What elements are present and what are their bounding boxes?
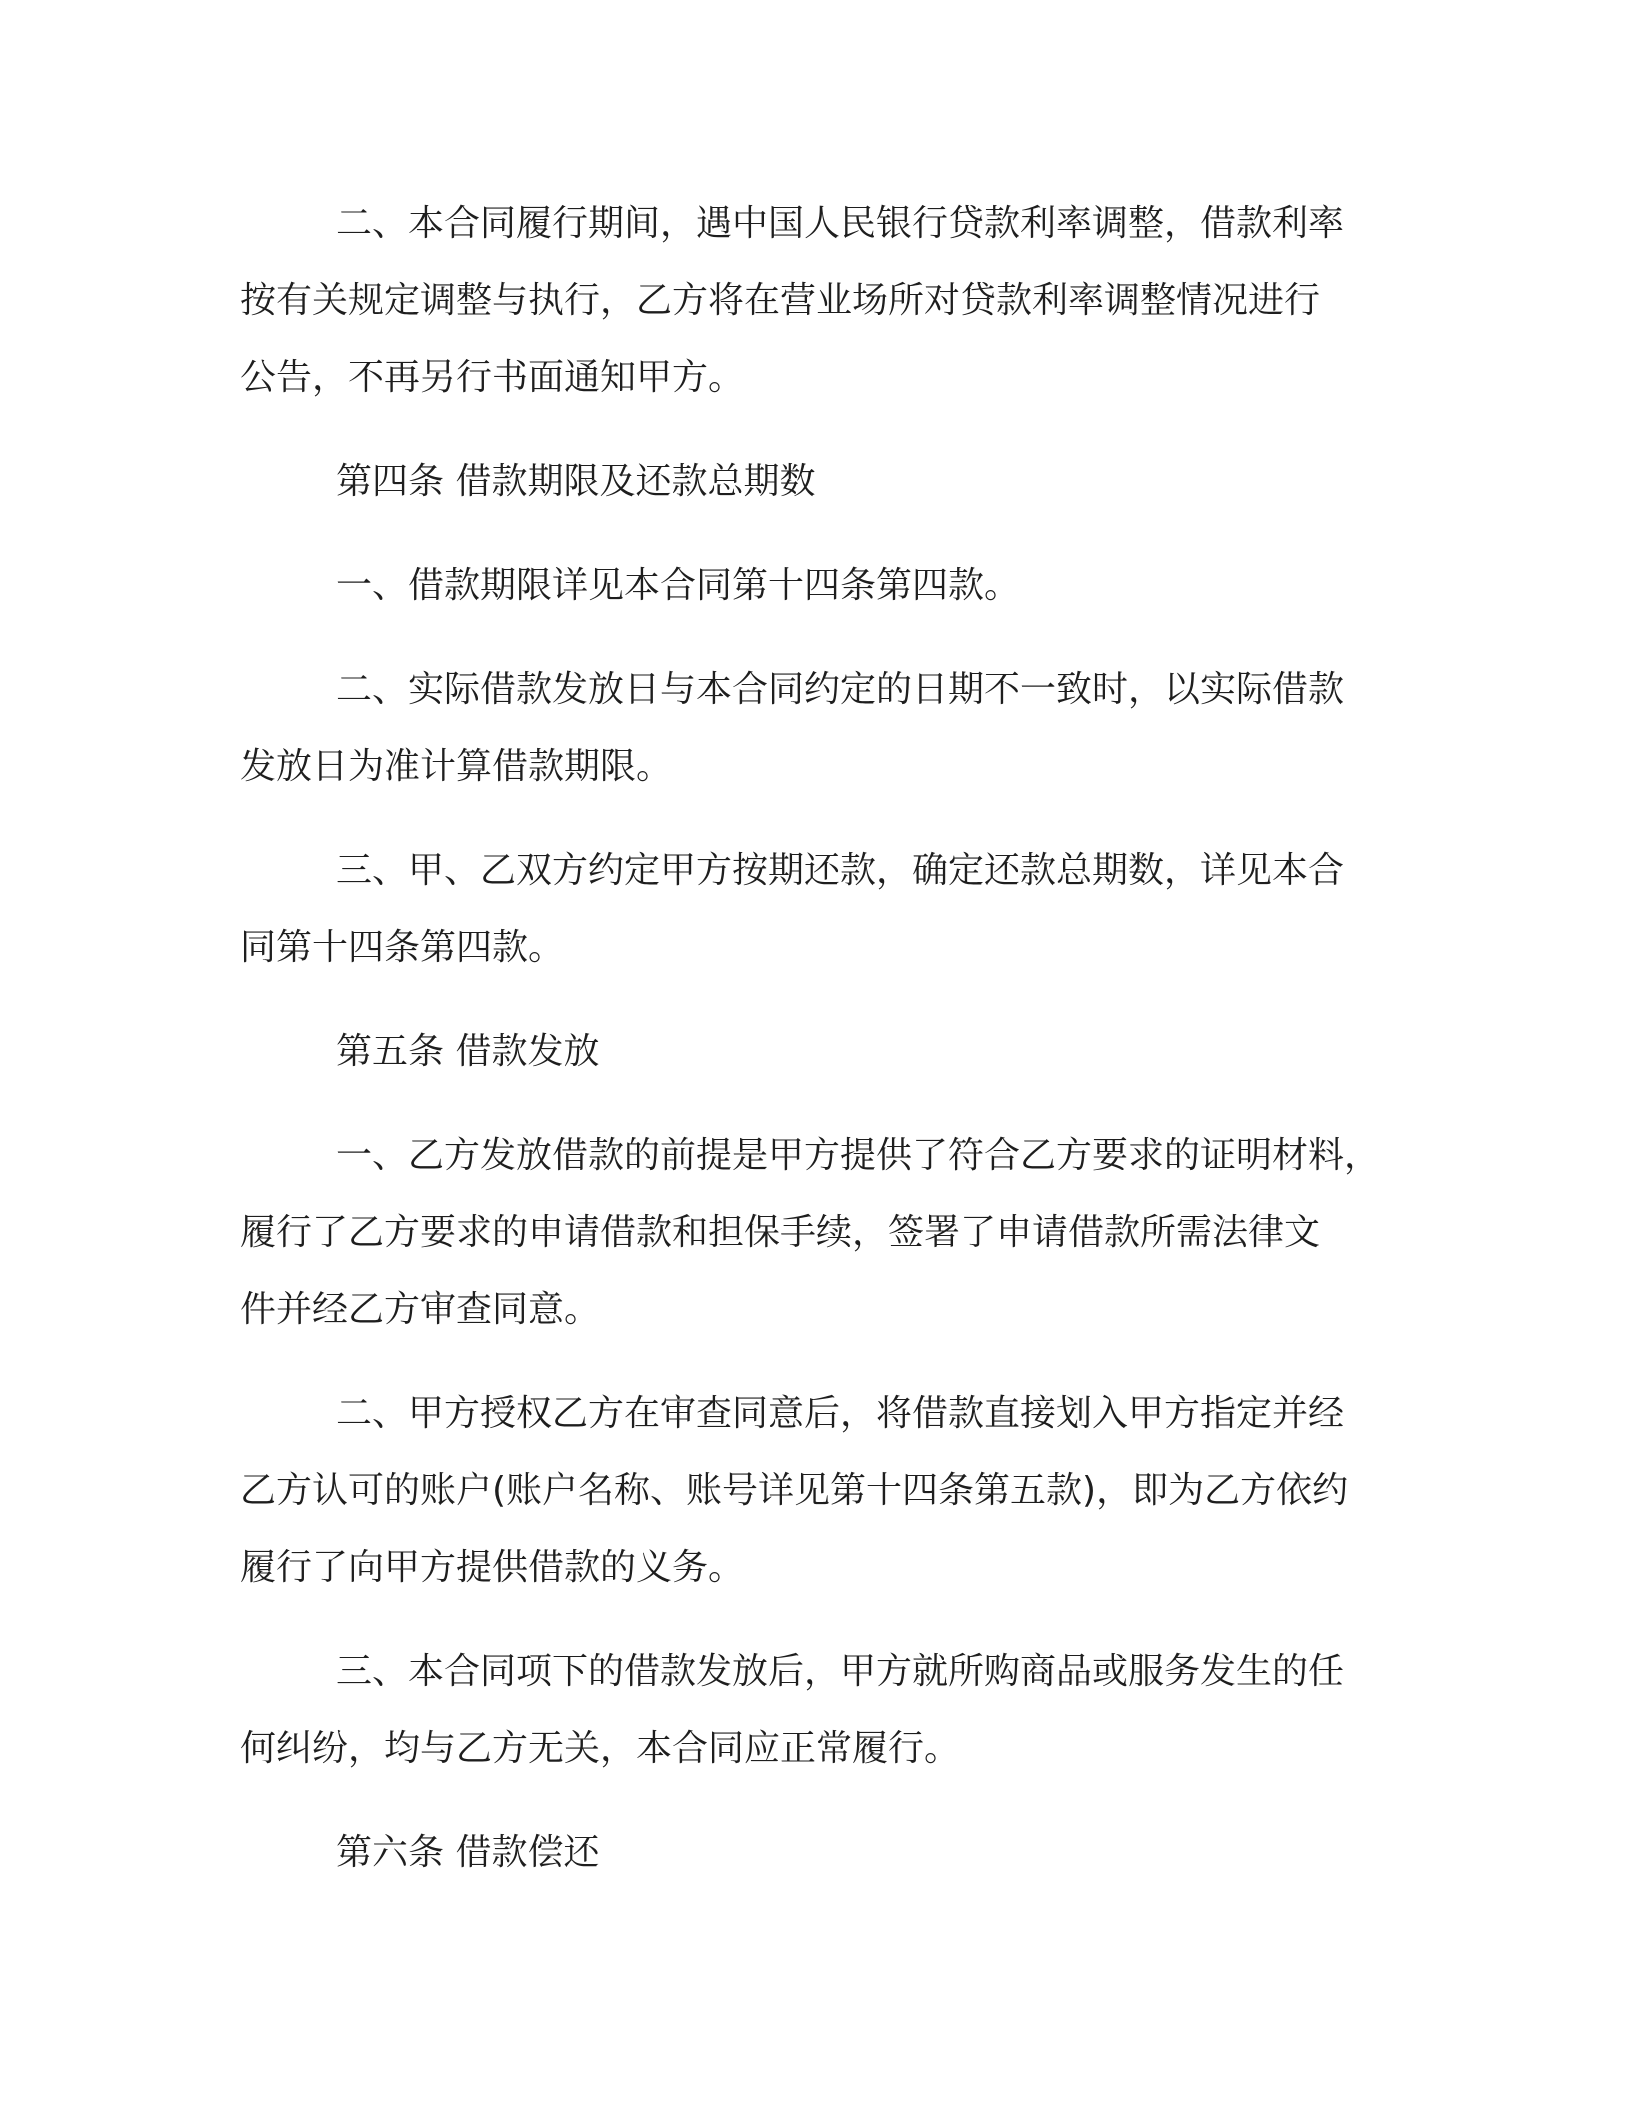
text-line: 乙方认可的账户(账户名称、账号详见第十四条第五款)，即为乙方依约 xyxy=(240,1470,1349,1511)
text-line: 履行了向甲方提供借款的义务。 xyxy=(240,1547,745,1588)
heading-text: 第五条 借款发放 xyxy=(336,1031,600,1072)
article-heading-4 xyxy=(240,443,1400,520)
text-line: 公告，不再另行书面通知甲方。 xyxy=(240,357,745,398)
text-line: 按有关规定调整与执行，乙方将在营业场所对贷款利率调整情况进行 xyxy=(240,280,1321,321)
heading-text: 第六条 借款偿还 xyxy=(336,1832,600,1873)
paragraph-4-2 xyxy=(240,651,1400,805)
text-line: 三、甲、乙双方约定甲方按期还款，确定还款总期数，详见本合 xyxy=(336,850,1345,891)
paragraph-5-2 xyxy=(240,1375,1400,1606)
paragraph-rate-adjustment xyxy=(240,185,1400,416)
text-line: 三、本合同项下的借款发放后，甲方就所购商品或服务发生的任 xyxy=(336,1651,1345,1692)
paragraph-4-3 xyxy=(240,832,1400,986)
text-line: 二、甲方授权乙方在审查同意后，将借款直接划入甲方指定并经 xyxy=(336,1393,1345,1434)
text-line: 同第十四条第四款。 xyxy=(240,927,565,968)
text-line: 一、乙方发放借款的前提是甲方提供了符合乙方要求的证明材料， xyxy=(336,1135,1381,1176)
article-heading-5 xyxy=(240,1013,1400,1090)
text-line: 件并经乙方审查同意。 xyxy=(240,1289,601,1330)
paragraph-5-1 xyxy=(240,1117,1400,1348)
article-heading-6 xyxy=(240,1814,1400,1891)
text-line: 履行了乙方要求的申请借款和担保手续，签署了申请借款所需法律文 xyxy=(240,1212,1321,1253)
text-line: 发放日为准计算借款期限。 xyxy=(240,746,673,787)
paragraph-5-3 xyxy=(240,1633,1400,1787)
text-line: 一、借款期限详见本合同第十四条第四款。 xyxy=(336,565,1021,606)
document-body xyxy=(240,185,1400,1918)
text-line: 二、实际借款发放日与本合同约定的日期不一致时，以实际借款 xyxy=(336,669,1345,710)
text-line: 何纠纷，均与乙方无关，本合同应正常履行。 xyxy=(240,1728,961,1769)
heading-text: 第四条 借款期限及还款总期数 xyxy=(336,461,816,502)
paragraph-4-1 xyxy=(240,547,1400,624)
text-line: 二、本合同履行期间，遇中国人民银行贷款利率调整，借款利率 xyxy=(336,203,1345,244)
